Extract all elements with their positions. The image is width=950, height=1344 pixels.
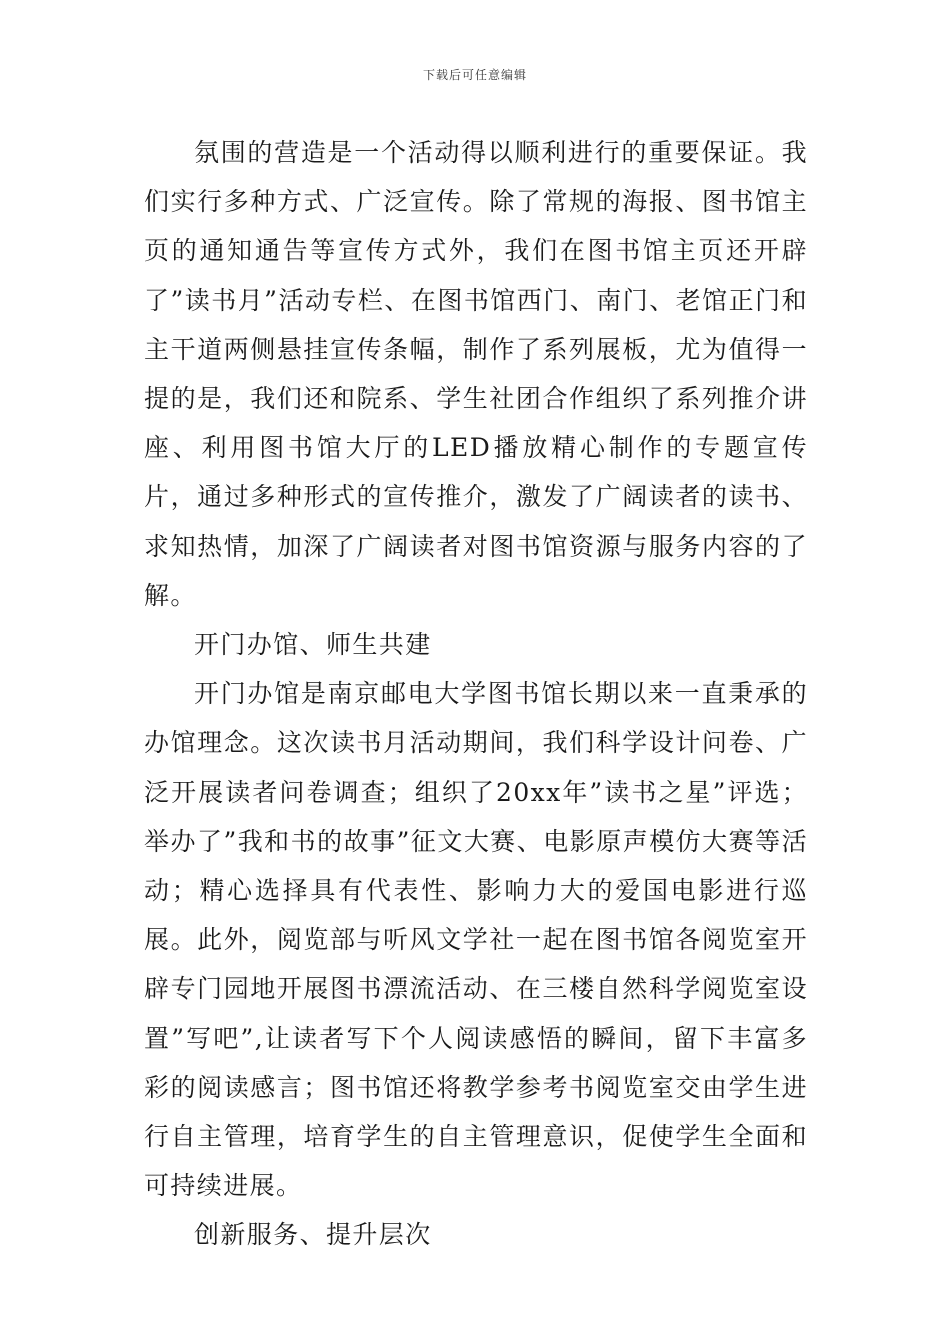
section-heading-innovative-service: 创新服务、提升层次 (194, 1220, 432, 1250)
document-body (144, 128, 808, 1260)
section-heading-open-library: 开门办馆、师生共建 (194, 630, 432, 660)
page-header-note: 下载后可任意编辑 (422, 68, 527, 82)
body-paragraph-atmosphere: 氛围的营造是一个活动得以顺利进行的重要保证。我们实行多种方式、广泛宣传。除了常规的海报、图书馆主页的通知通告等宣传方式外，我们在图书馆主页还开辟了”读书月”活动专栏、在图书馆西门、南门、老馆正门和主干道两侧悬挂宣传条幅，制作了系列展板，尤为值得一提的是，我们还和院系、学生社团合作组织了系列推介讲座、利用图书馆大厅的LED播放精心制作的专题宣传片，通过多种形式的宣传推介，激发了广阔读者的读书、求知热情，加深了广阔读者对图书馆资源与服务内容的了解。 (144, 138, 808, 610)
body-paragraph-open-library: 开门办馆是南京邮电大学图书馆长期以来一直秉承的办馆理念。这次读书月活动期间，我们科学设计问卷、广泛开展读者问卷调查；组织了20xx年”读书之星”评选；举办了”我和书的故事”征文大赛、电影原声模仿大赛等活动；精心选择具有代表性、影响力大的爱国电影进行巡展。此外，阅览部与听风文学社一起在图书馆各阅览室开辟专门园地开展图书漂流活动、在三楼自然科学阅览室设置”写吧”,让读者写下个人阅读感悟的瞬间，留下丰富多彩的阅读感言；图书馆还将教学参考书阅览室交由学生进行自主管理，培育学生的自主管理意识，促使学生全面和可持续进展。 (144, 679, 808, 1201)
